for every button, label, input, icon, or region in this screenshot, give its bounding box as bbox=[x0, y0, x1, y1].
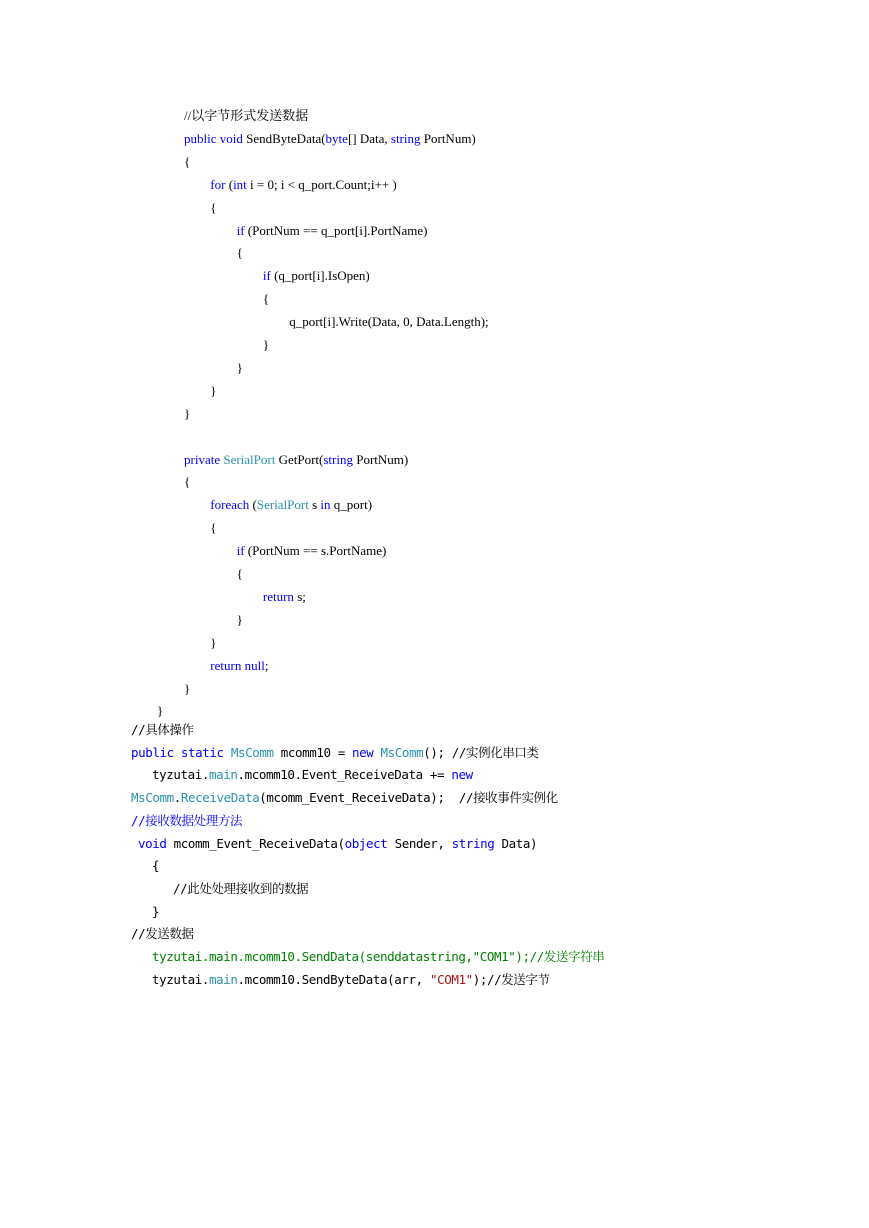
code-token: } bbox=[236, 611, 243, 627]
code-token: } bbox=[184, 680, 191, 696]
code-line bbox=[289, 314, 488, 330]
string-token: "COM1" bbox=[429, 971, 473, 987]
code-line bbox=[184, 452, 408, 468]
code-token: { bbox=[236, 566, 243, 581]
code-line bbox=[210, 200, 216, 216]
keyword-token: object bbox=[344, 835, 388, 851]
keyword-token: void bbox=[219, 130, 243, 146]
code-token: PortNum) bbox=[353, 451, 409, 467]
code-token bbox=[174, 745, 181, 760]
code-token: mcomm_Event_ReceiveData( bbox=[166, 835, 345, 851]
keyword-token: byte bbox=[325, 130, 348, 146]
code-line bbox=[131, 745, 539, 761]
code-line bbox=[152, 949, 604, 965]
keyword-token: if bbox=[262, 268, 271, 284]
code-token: tyzutai.main.mcomm10.SendData(senddatastring,"COM1");//发送字符串 bbox=[152, 949, 605, 964]
type-token: MsComm bbox=[380, 744, 424, 760]
code-token: } bbox=[262, 337, 270, 352]
code-token: (mcomm_Event_ReceiveData); //接收事件实例化 bbox=[259, 790, 558, 806]
keyword-token: return bbox=[262, 588, 294, 604]
code-line bbox=[131, 813, 242, 829]
keyword-token: string bbox=[390, 130, 421, 146]
code-token: SendByteData( bbox=[242, 130, 326, 146]
code-line bbox=[210, 520, 216, 536]
type-token: main bbox=[209, 971, 238, 987]
code-line bbox=[210, 177, 396, 193]
code-line bbox=[237, 245, 243, 261]
type-token: SerialPort bbox=[256, 497, 309, 513]
code-token: (); //实例化串口类 bbox=[423, 744, 539, 760]
keyword-token: //接收数据处理方法 bbox=[131, 812, 243, 828]
code-token: tyzutai. bbox=[152, 767, 210, 783]
code-token: tyzutai. bbox=[152, 971, 210, 987]
code-token: mcomm10 = bbox=[273, 744, 352, 760]
code-token: PortNum) bbox=[420, 130, 476, 146]
code-line bbox=[237, 566, 243, 582]
code-token: .mcomm10.SendByteData(arr, bbox=[237, 971, 430, 987]
code-token: //此处处理接收到的数据 bbox=[173, 880, 309, 896]
keyword-token: for bbox=[210, 176, 226, 192]
code-token: q_port[i].Write(Data, 0, Data.Length); bbox=[289, 314, 489, 330]
keyword-token: foreach bbox=[210, 497, 250, 513]
code-line bbox=[138, 836, 537, 852]
code-token bbox=[373, 745, 380, 760]
code-line bbox=[152, 972, 550, 988]
code-token: } bbox=[184, 405, 191, 421]
keyword-token: in bbox=[320, 497, 331, 513]
code-token: s; bbox=[293, 588, 306, 604]
keyword-token: if bbox=[236, 222, 245, 238]
code-token: . bbox=[173, 790, 181, 806]
code-token: //以字节形式发送数据 bbox=[184, 108, 309, 123]
code-line bbox=[184, 108, 308, 124]
code-token: );//发送字节 bbox=[472, 971, 550, 987]
type-token: SerialPort bbox=[223, 451, 276, 467]
code-token bbox=[224, 745, 231, 760]
code-line bbox=[237, 543, 387, 559]
code-line bbox=[184, 406, 190, 422]
code-line bbox=[184, 131, 476, 147]
type-token: MsComm bbox=[131, 790, 174, 806]
code-line bbox=[131, 722, 194, 738]
keyword-token: return bbox=[210, 657, 242, 673]
keyword-token: null bbox=[244, 657, 265, 673]
code-token: { bbox=[184, 153, 191, 169]
keyword-token: int bbox=[233, 176, 247, 192]
code-line bbox=[263, 291, 269, 307]
keyword-token: private bbox=[184, 451, 221, 467]
code-token: ; bbox=[264, 657, 269, 673]
code-token: //具体操作 bbox=[131, 722, 194, 737]
code-token: } bbox=[157, 703, 164, 719]
code-token: { bbox=[262, 291, 270, 307]
code-token: { bbox=[210, 520, 217, 536]
code-line bbox=[157, 703, 163, 719]
code-token: Sender, bbox=[387, 835, 452, 851]
code-line bbox=[173, 881, 308, 897]
code-line bbox=[237, 612, 243, 628]
keyword-token: new bbox=[451, 767, 473, 783]
code-token: i = 0; i < q_port.Count;i++ ) bbox=[246, 176, 397, 192]
code-token: ( bbox=[225, 176, 234, 192]
code-line bbox=[210, 383, 216, 399]
code-line bbox=[152, 904, 159, 920]
code-token: { bbox=[184, 474, 191, 490]
code-token: GetPort( bbox=[275, 451, 324, 467]
code-token: .mcomm10.Event_ReceiveData += bbox=[237, 767, 452, 783]
code-token: q_port) bbox=[330, 497, 373, 513]
code-token: (q_port[i].IsOpen) bbox=[270, 268, 370, 284]
type-token: MsComm bbox=[230, 744, 274, 760]
code-line bbox=[263, 268, 370, 284]
code-token: { bbox=[210, 199, 217, 215]
keyword-token: string bbox=[451, 835, 495, 851]
code-line bbox=[184, 474, 190, 490]
code-token: { bbox=[152, 858, 160, 874]
code-line bbox=[152, 767, 473, 783]
keyword-token: new bbox=[351, 744, 374, 760]
code-line bbox=[131, 790, 558, 806]
type-token: ReceiveData bbox=[180, 790, 260, 806]
code-line bbox=[152, 858, 159, 874]
code-token: [] Data, bbox=[347, 130, 391, 146]
code-line bbox=[237, 360, 243, 376]
code-line bbox=[131, 926, 194, 942]
type-token: main bbox=[209, 767, 238, 783]
code-token: } bbox=[210, 382, 217, 398]
code-token: { bbox=[236, 245, 243, 261]
code-line bbox=[210, 658, 268, 674]
code-token: s bbox=[308, 497, 321, 513]
keyword-token: if bbox=[236, 543, 245, 559]
keyword-token: public bbox=[131, 744, 174, 760]
code-token: } bbox=[152, 903, 160, 919]
keyword-token: static bbox=[180, 744, 224, 760]
keyword-token: public bbox=[184, 130, 217, 146]
keyword-token: void bbox=[138, 835, 167, 851]
code-token: } bbox=[210, 634, 217, 650]
code-line bbox=[210, 497, 372, 513]
code-token: ( bbox=[249, 497, 257, 513]
code-line bbox=[210, 635, 216, 651]
code-token: (PortNum == s.PortName) bbox=[244, 543, 387, 559]
code-line bbox=[263, 589, 306, 605]
code-token: //发送数据 bbox=[131, 926, 194, 942]
keyword-token: string bbox=[323, 451, 353, 467]
code-token: } bbox=[236, 359, 243, 375]
code-line bbox=[263, 337, 269, 353]
code-token: Data) bbox=[494, 835, 538, 851]
code-line bbox=[184, 681, 190, 697]
code-token: (PortNum == q_port[i].PortName) bbox=[244, 222, 428, 238]
code-line bbox=[184, 154, 190, 170]
code-line bbox=[237, 223, 428, 239]
